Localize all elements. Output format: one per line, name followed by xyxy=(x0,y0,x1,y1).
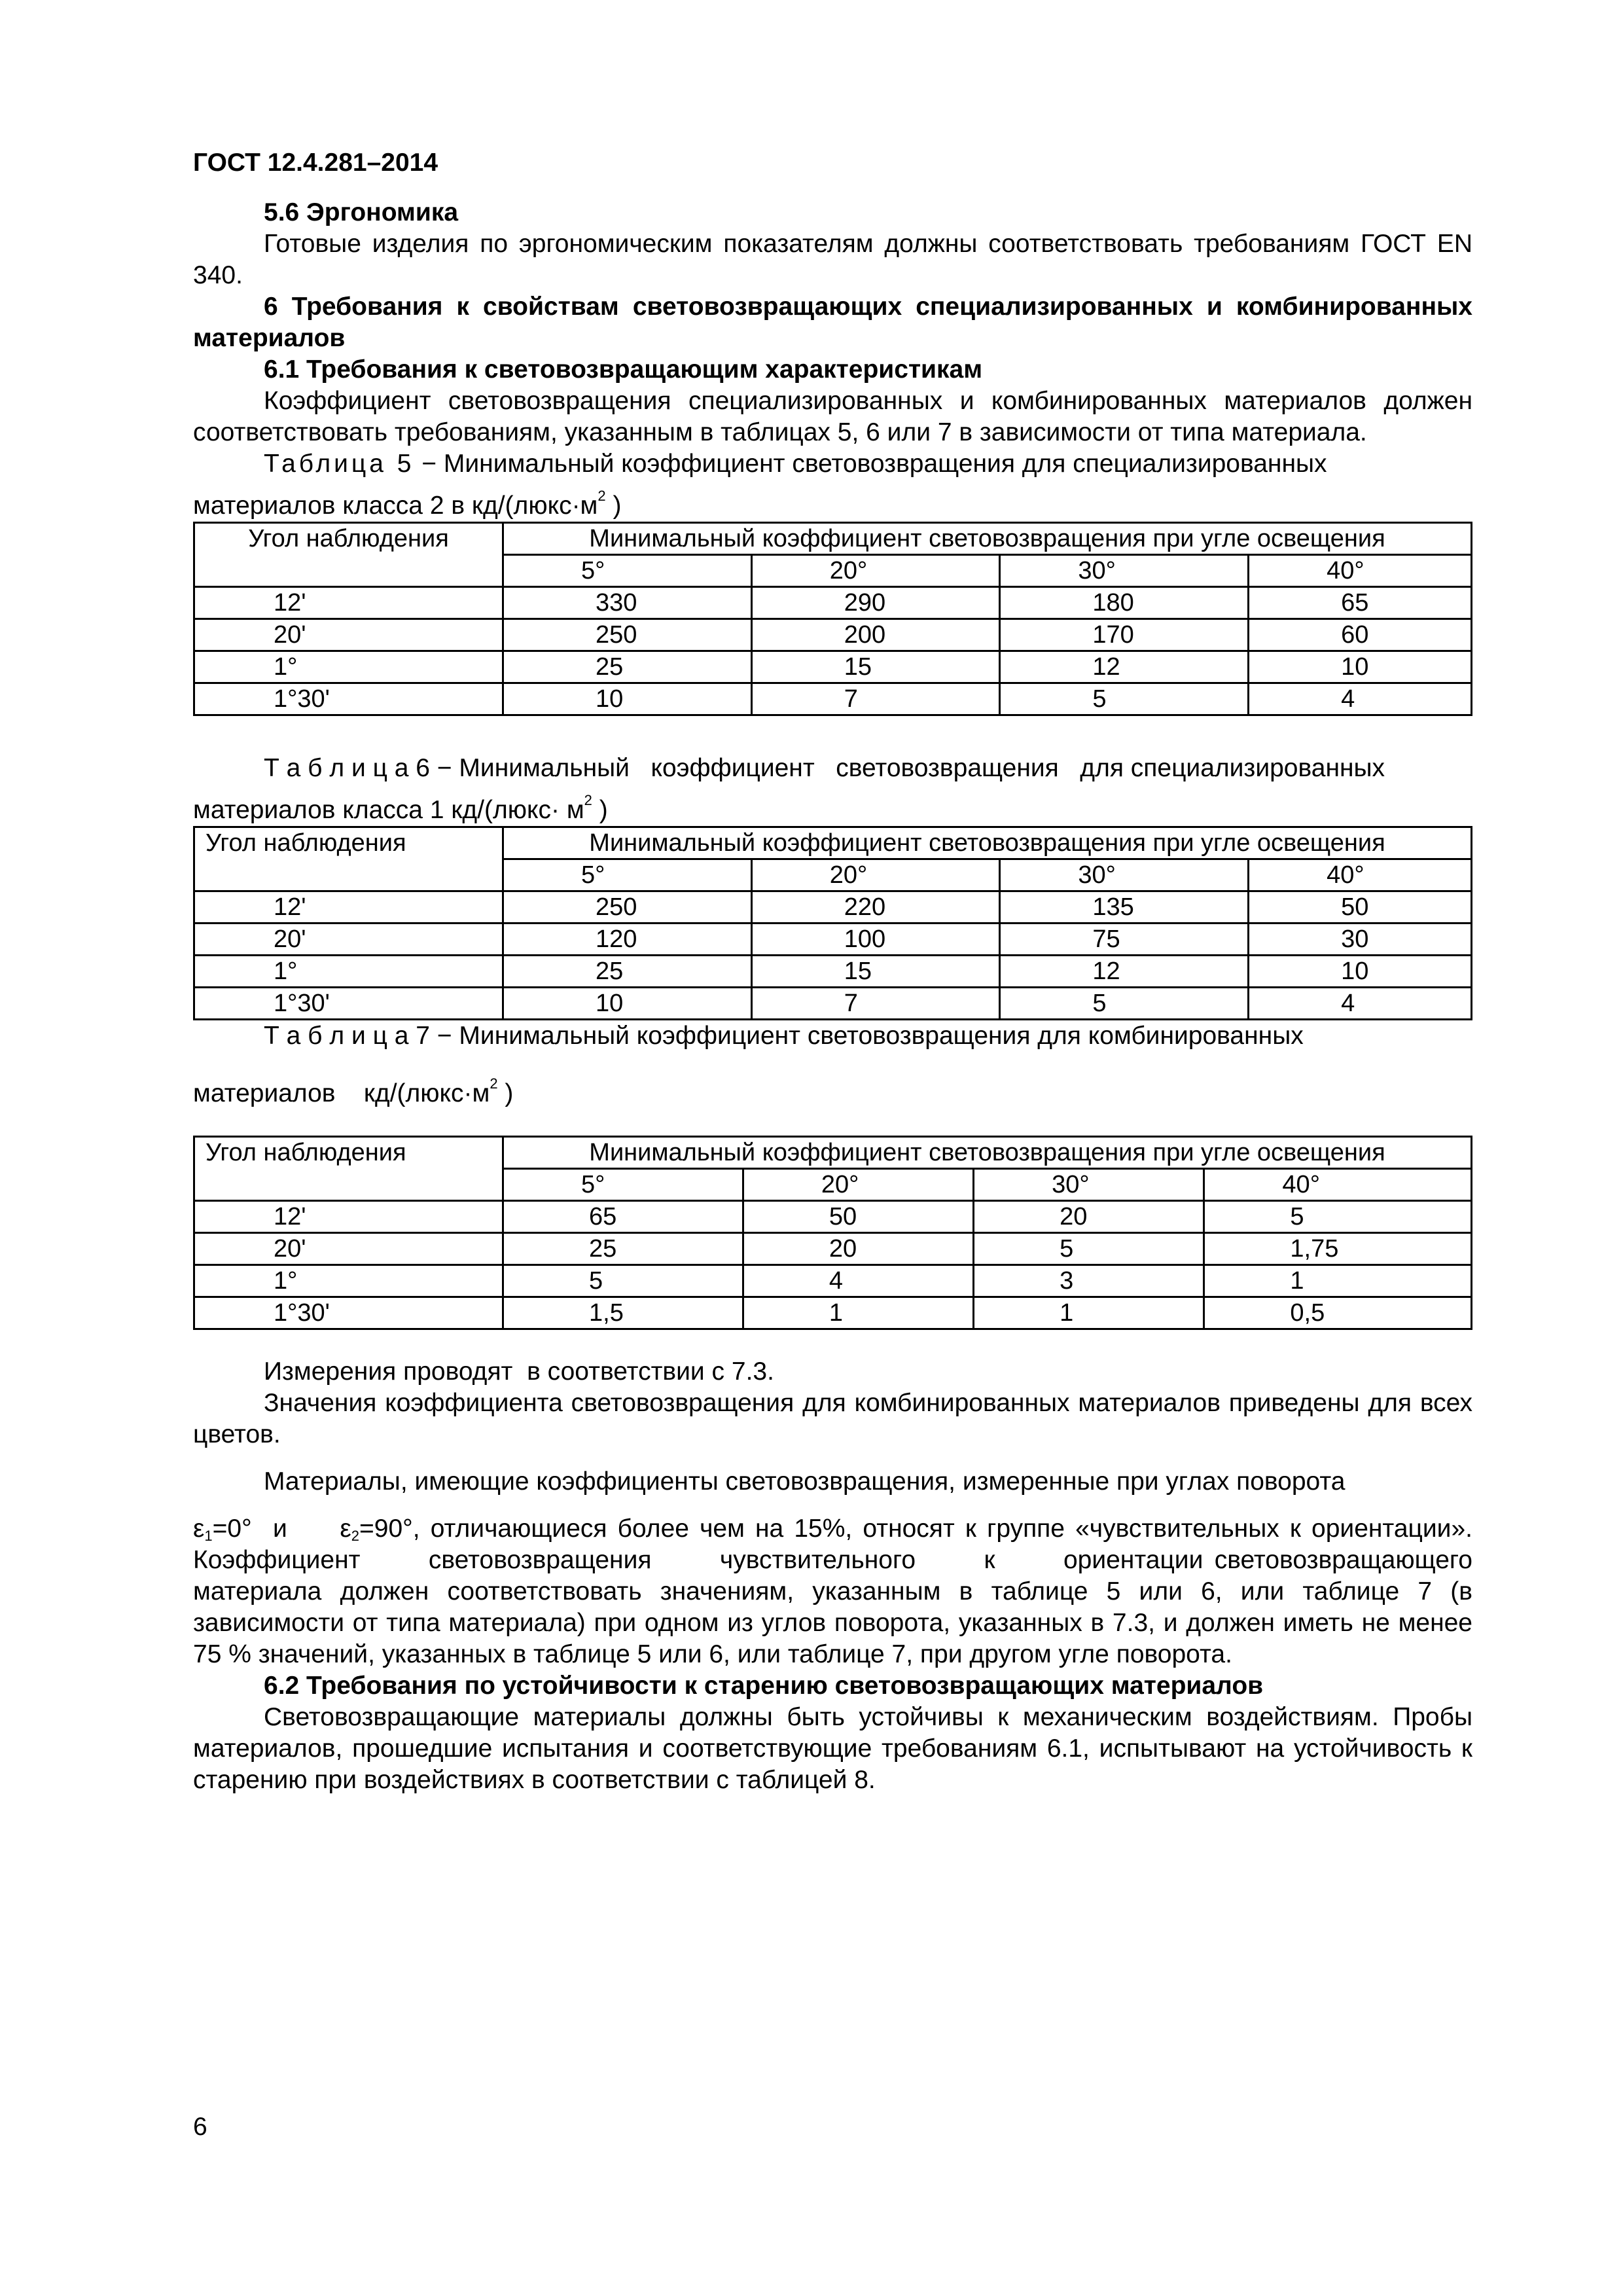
coefficient-group-header: Минимальный коэффициент световозвращения при угле освещения xyxy=(503,523,1472,555)
coefficient-cell: 5 xyxy=(503,1265,743,1297)
observation-angle-header: Угол наблюдения xyxy=(194,827,503,891)
coefficient-cell: 1 xyxy=(974,1297,1204,1329)
orientation-text-a: =0° и ε xyxy=(212,1515,351,1543)
coefficient-cell: 1,75 xyxy=(1204,1233,1472,1265)
coefficient-cell: 65 xyxy=(503,1201,743,1233)
coefficient-cell: 60 xyxy=(1249,619,1472,651)
coefficient-cell: 12 xyxy=(1000,651,1249,683)
document-page xyxy=(193,147,1515,1796)
coefficient-cell: 25 xyxy=(503,956,752,988)
coefficient-cell: 12 xyxy=(1000,956,1249,988)
coefficient-cell: 290 xyxy=(751,587,1000,619)
coefficient-cell: 220 xyxy=(751,891,1000,924)
rotation-note: Материалы, имеющие коэффициенты световозвращения, измеренные при углах поворота xyxy=(264,1467,1346,1496)
table-row xyxy=(194,924,1472,956)
section-6-heading: 6 Требования к свойствам световозвращающих специализированных и комбинированных материалов xyxy=(193,293,1472,352)
observation-angle-cell: 12' xyxy=(194,891,503,924)
coefficient-cell: 25 xyxy=(503,1233,743,1265)
table-5-caption-line2 xyxy=(193,490,1472,522)
coefficient-cell: 50 xyxy=(743,1201,973,1233)
coefficient-cell: 65 xyxy=(1249,587,1472,619)
observation-angle-cell: 12' xyxy=(194,587,503,619)
coefficient-cell: 1,5 xyxy=(503,1297,743,1329)
coefficient-cell: 1 xyxy=(743,1297,973,1329)
table-6-caption-units: материалов класса 1 кд/(люкс· м xyxy=(193,796,584,824)
coefficient-cell: 5 xyxy=(1204,1201,1472,1233)
coefficient-cell: 120 xyxy=(503,924,752,956)
table-7 xyxy=(193,1136,1472,1330)
table-row xyxy=(194,1201,1472,1233)
page-number: 6 xyxy=(193,2113,207,2141)
table-header-row xyxy=(194,1137,1472,1169)
observation-angle-cell: 20' xyxy=(194,1233,503,1265)
coefficient-cell: 10 xyxy=(1249,956,1472,988)
coefficient-cell: 10 xyxy=(1249,651,1472,683)
table-6-caption-lead: Т а б л и ц а 6 xyxy=(264,754,430,782)
coefficient-cell: 25 xyxy=(503,651,752,683)
observation-angle-cell: 1° xyxy=(194,956,503,988)
observation-angle-cell: 1°30' xyxy=(194,683,503,715)
coefficient-cell: 15 xyxy=(751,651,1000,683)
coefficient-cell: 3 xyxy=(974,1265,1204,1297)
coefficient-cell: 1 xyxy=(1204,1265,1472,1297)
table-5-caption-sup: 2 xyxy=(597,488,606,504)
illumination-angle-header: 5° xyxy=(503,1169,743,1201)
table-row xyxy=(194,683,1472,715)
section-6-1-text: Коэффициент световозвращения специализированных и комбинированных материалов должен соответствовать требованиям, указанным в таблицах 5, 6 или 7 в зависимости от типа материала. xyxy=(193,387,1472,446)
table-5-caption-rest: − Минимальный коэффициент световозвращения для специализированных xyxy=(414,450,1327,478)
coefficient-cell: 0,5 xyxy=(1204,1297,1472,1329)
table-7-caption xyxy=(193,1020,1472,1052)
table-header-row xyxy=(194,827,1472,859)
coefficient-cell: 15 xyxy=(751,956,1000,988)
table-5-caption-lead: Таблица 5 xyxy=(264,450,415,478)
table-6-caption-end: ) xyxy=(592,796,608,824)
coefficient-cell: 4 xyxy=(1249,683,1472,715)
illumination-angle-header: 40° xyxy=(1204,1169,1472,1201)
table-row xyxy=(194,1297,1472,1329)
section-6-1-heading: 6.1 Требования к световозвращающим характеристикам xyxy=(264,355,983,384)
table-6-caption-sup: 2 xyxy=(584,792,592,808)
coefficient-cell: 30 xyxy=(1249,924,1472,956)
table-7-caption-rest: − Минимальный коэффициент световозвращения для комбинированных xyxy=(429,1022,1304,1050)
observation-angle-cell: 1°30' xyxy=(194,988,503,1020)
section-5-6-text: Готовые изделия по эргономическим показателям должны соответствовать требованиям ГОСТ EN 340. xyxy=(193,230,1472,289)
coefficient-cell: 4 xyxy=(743,1265,973,1297)
table-6-caption xyxy=(193,753,1472,784)
table-row xyxy=(194,619,1472,651)
illumination-angle-header: 20° xyxy=(743,1169,973,1201)
table-row xyxy=(194,891,1472,924)
illumination-angle-header: 20° xyxy=(751,555,1000,587)
table-6-caption-line2 xyxy=(193,792,1472,826)
table-row xyxy=(194,1265,1472,1297)
observation-angle-cell: 12' xyxy=(194,1201,503,1233)
epsilon-2-sub: 2 xyxy=(351,1528,359,1544)
observation-angle-cell: 20' xyxy=(194,619,503,651)
coefficient-cell: 250 xyxy=(503,619,752,651)
table-5 xyxy=(193,522,1472,716)
coefficient-cell: 170 xyxy=(1000,619,1249,651)
coefficient-cell: 250 xyxy=(503,891,752,924)
coefficient-cell: 330 xyxy=(503,587,752,619)
table-header-row xyxy=(194,523,1472,555)
coefficient-cell: 135 xyxy=(1000,891,1249,924)
coefficient-cell: 5 xyxy=(1000,683,1249,715)
table-row xyxy=(194,988,1472,1020)
illumination-angle-header: 40° xyxy=(1249,555,1472,587)
observation-angle-header: Угол наблюдения xyxy=(194,1137,503,1201)
illumination-angle-header: 5° xyxy=(503,859,752,891)
coefficient-cell: 200 xyxy=(751,619,1000,651)
coefficient-group-header: Минимальный коэффициент световозвращения при угле освещения xyxy=(503,827,1472,859)
coefficient-group-header: Минимальный коэффициент световозвращения при угле освещения xyxy=(503,1137,1472,1169)
table-7-caption-sup: 2 xyxy=(490,1075,498,1092)
table-row xyxy=(194,956,1472,988)
observation-angle-cell: 1° xyxy=(194,651,503,683)
table-7-caption-end: ) xyxy=(497,1079,514,1107)
table-7-caption-lead: Т а б л и ц а 7 xyxy=(264,1022,430,1050)
coefficient-cell: 7 xyxy=(751,683,1000,715)
coefficient-cell: 7 xyxy=(751,988,1000,1020)
table-6-caption-rest: − Минимальный коэффициент световозвращения для специализированных xyxy=(429,754,1385,782)
table-5-caption xyxy=(193,448,1472,480)
observation-angle-cell: 1°30' xyxy=(194,1297,503,1329)
illumination-angle-header: 5° xyxy=(503,555,752,587)
coefficient-cell: 20 xyxy=(974,1201,1204,1233)
coefficient-cell: 10 xyxy=(503,988,752,1020)
table-6 xyxy=(193,826,1472,1020)
epsilon-1-sub: 1 xyxy=(204,1528,213,1544)
table-row xyxy=(194,587,1472,619)
coefficient-cell: 10 xyxy=(503,683,752,715)
measurement-note: Измерения проводят в соответствии с 7.3. xyxy=(264,1357,774,1386)
section-5-6-heading: 5.6 Эргономика xyxy=(264,198,459,226)
observation-angle-header: Угол наблюдения xyxy=(194,523,503,587)
observation-angle-cell: 20' xyxy=(194,924,503,956)
illumination-angle-header: 20° xyxy=(751,859,1000,891)
epsilon-1: ε xyxy=(193,1515,205,1543)
section-6-2-text: Световозвращающие материалы должны быть устойчивы к механическим воздействиям. Пробы материалов, прошедшие испытания и соответствующие требованиям 6.1, испытывают на устойчивость к старению при воздействиях в соответствии с таблицей 8. xyxy=(193,1703,1472,1794)
coefficient-cell: 50 xyxy=(1249,891,1472,924)
coefficient-cell: 75 xyxy=(1000,924,1249,956)
observation-angle-cell: 1° xyxy=(194,1265,503,1297)
table-5-caption-units: материалов класса 2 в кд/(люкс·м xyxy=(193,492,598,520)
table-row xyxy=(194,1233,1472,1265)
coefficient-cell: 20 xyxy=(743,1233,973,1265)
section-6-2-heading: 6.2 Требования по устойчивости к старению световозвращающих материалов xyxy=(264,1672,1264,1700)
orientation-paragraph xyxy=(193,1513,1515,1670)
illumination-angle-header: 30° xyxy=(1000,555,1249,587)
colors-note: Значения коэффициента световозвращения для комбинированных материалов приведены для всех цветов. xyxy=(193,1389,1472,1448)
coefficient-cell: 5 xyxy=(974,1233,1204,1265)
illumination-angle-header: 30° xyxy=(974,1169,1204,1201)
coefficient-cell: 100 xyxy=(751,924,1000,956)
coefficient-cell: 5 xyxy=(1000,988,1249,1020)
illumination-angle-header: 40° xyxy=(1249,859,1472,891)
coefficient-cell: 4 xyxy=(1249,988,1472,1020)
orientation-text-b: =90°, отличающиеся более чем на 15%, относят к группе «чувствительных к ориентации». Коэффициент световозвращения чувствительного к ориентации световозвращающего материала должен соответствовать значениям, указанным в таблице 5 или 6, или таблице 7 (в зависимости от типа материала) при одном из углов поворота, указанных в 7.3, и должен иметь не менее 75 % значений, указанных в таблице 5 или 6, или таблице 7, при другом угле поворота. xyxy=(193,1515,1515,1668)
document-id: ГОСТ 12.4.281–2014 xyxy=(193,149,438,177)
table-5-caption-end: ) xyxy=(605,492,622,520)
table-7-caption-units: материалов кд/(люкс·м xyxy=(193,1079,490,1107)
illumination-angle-header: 30° xyxy=(1000,859,1249,891)
table-row xyxy=(194,651,1472,683)
coefficient-cell: 180 xyxy=(1000,587,1249,619)
table-7-caption-line2 xyxy=(193,1075,1472,1109)
